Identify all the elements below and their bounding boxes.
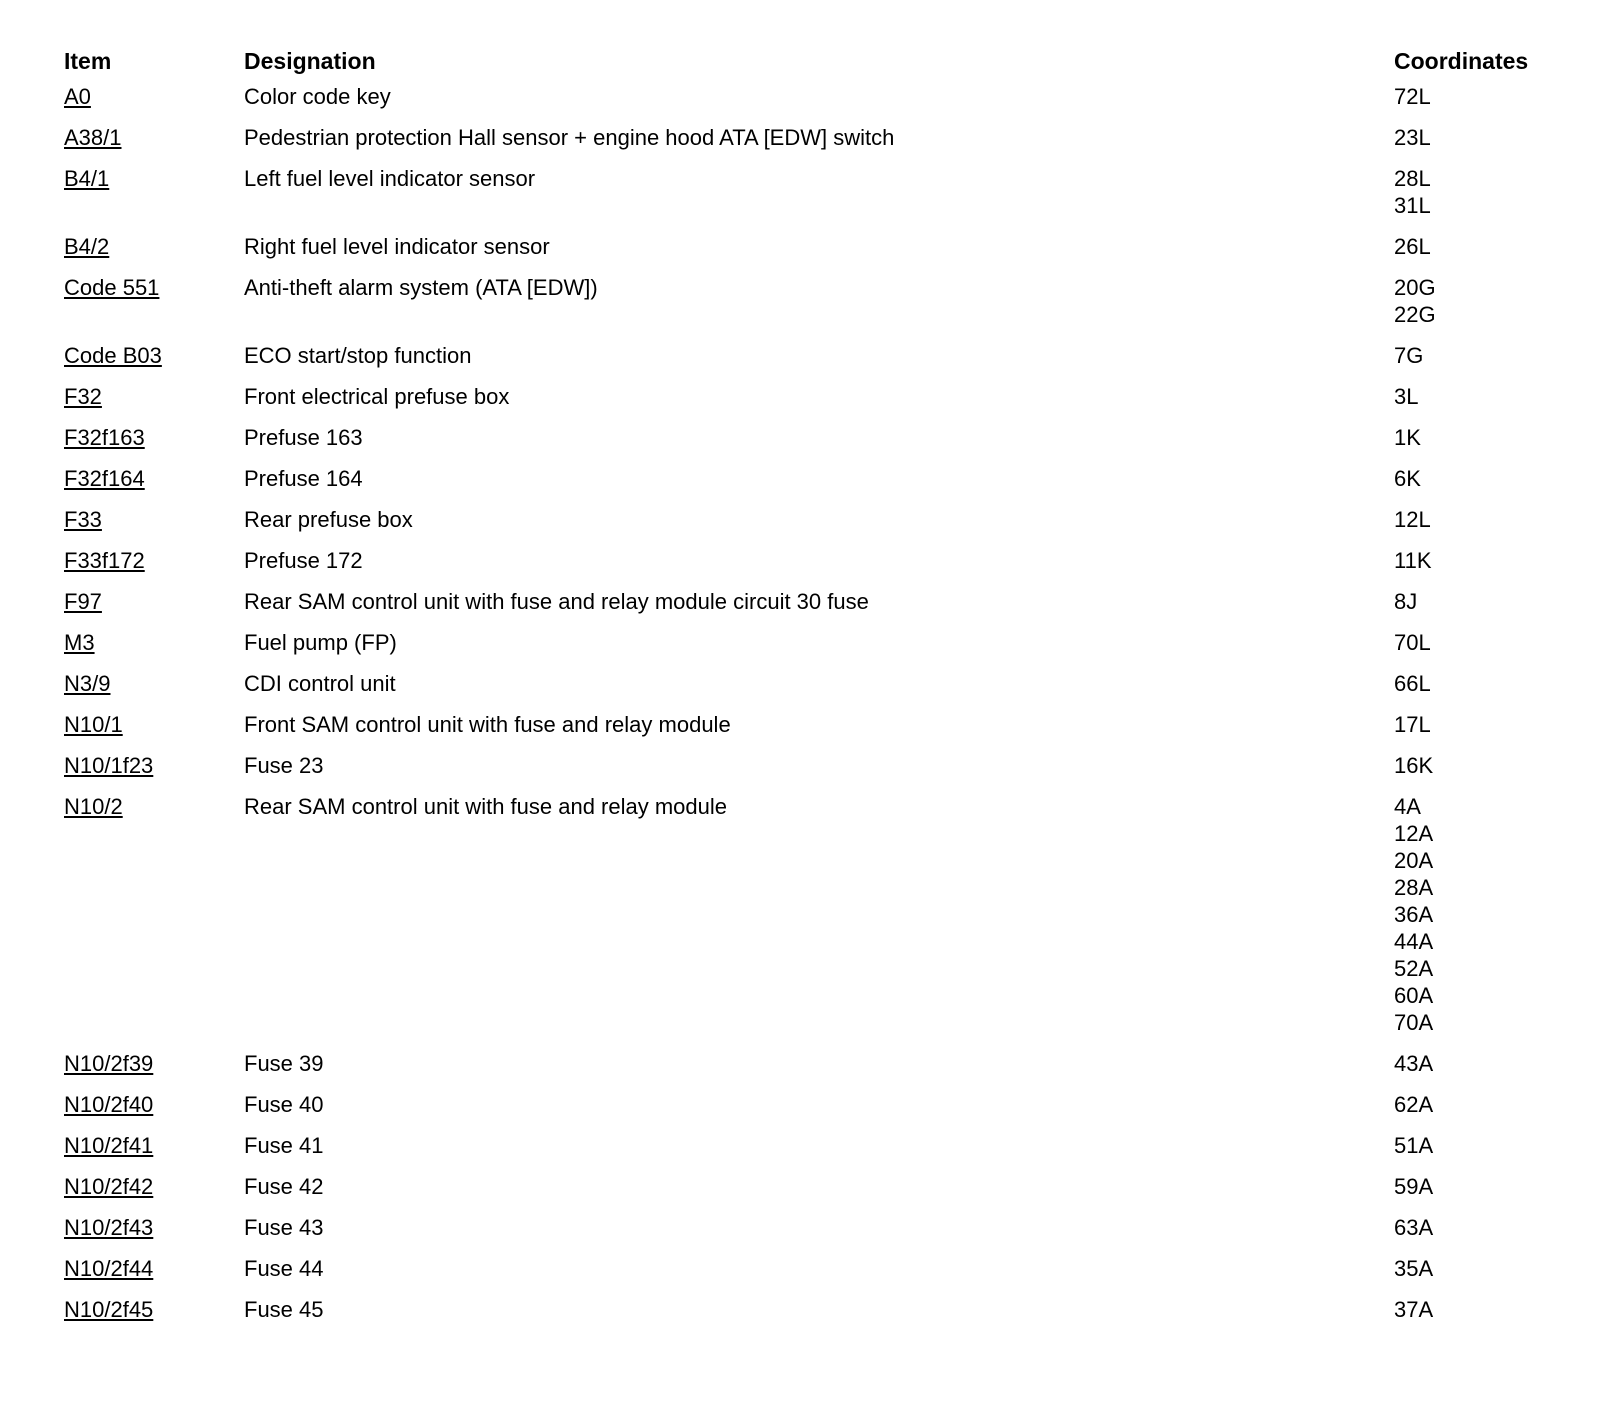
item-link[interactable]: N10/2f39: [64, 1051, 154, 1076]
designation-cell: Fuse 45: [244, 1297, 324, 1322]
coordinates-cell: [1394, 588, 1554, 615]
table-body: [64, 83, 1554, 1337]
item-link[interactable]: F33f172: [64, 548, 145, 573]
item-cell: [64, 274, 244, 301]
item-link[interactable]: N10/1f23: [64, 753, 154, 778]
coordinate-value: 59A: [1394, 1174, 1434, 1199]
coordinate-value: 52A: [1394, 956, 1434, 981]
item-cell: [64, 1132, 244, 1159]
coordinates-cell: [1394, 1255, 1554, 1282]
item-link[interactable]: B4/1: [64, 166, 110, 191]
coordinates-cell: [1394, 233, 1554, 260]
table-row: [64, 1091, 1554, 1132]
item-cell: [64, 233, 244, 260]
coordinates-cell: [1394, 124, 1554, 151]
coordinates-cell: [1394, 274, 1554, 328]
item-cell: [64, 670, 244, 697]
coordinate-value: 60A: [1394, 983, 1434, 1008]
designation-cell: Left fuel level indicator sensor: [244, 166, 536, 191]
coordinate-value: 23L: [1394, 125, 1431, 150]
coordinate-value: 3L: [1394, 384, 1419, 409]
table-row: [64, 383, 1554, 424]
designation-cell: Front SAM control unit with fuse and relay module: [244, 712, 731, 737]
item-cell: [64, 83, 244, 110]
coordinates-cell: [1394, 1296, 1554, 1323]
item-cell: [64, 124, 244, 151]
coordinate-value: 11K: [1394, 548, 1432, 573]
coordinate-value: 72L: [1394, 84, 1431, 109]
designation-cell: Fuse 39: [244, 1051, 324, 1076]
table-row: [64, 424, 1554, 465]
coordinate-value: 28A: [1394, 875, 1434, 900]
table-row: [64, 1255, 1554, 1296]
item-cell: [64, 165, 244, 192]
designation-cell: Front electrical prefuse box: [244, 384, 510, 409]
coordinates-cell: [1394, 165, 1554, 219]
item-cell: [64, 1214, 244, 1241]
table-row: [64, 752, 1554, 793]
coordinate-value: 70A: [1394, 1010, 1434, 1035]
table-header-row: [64, 45, 1554, 83]
item-link[interactable]: F32f164: [64, 466, 145, 491]
designation-cell: Rear prefuse box: [244, 507, 413, 532]
coordinate-value: 8J: [1394, 589, 1418, 614]
designation-cell: Prefuse 164: [244, 466, 363, 491]
coordinates-cell: [1394, 83, 1554, 110]
coordinate-value: 36A: [1394, 902, 1434, 927]
item-link[interactable]: N10/2f41: [64, 1133, 154, 1158]
table-row: [64, 629, 1554, 670]
designation-cell: Fuse 42: [244, 1174, 324, 1199]
table-row: [64, 342, 1554, 383]
designation-cell: Fuse 43: [244, 1215, 324, 1240]
item-link[interactable]: N10/2f40: [64, 1092, 154, 1117]
table-row: [64, 233, 1554, 274]
designation-cell: Fuse 23: [244, 753, 324, 778]
designation-cell: Anti-theft alarm system (ATA [EDW]): [244, 275, 598, 300]
coordinates-cell: [1394, 383, 1554, 410]
coordinate-value: 51A: [1394, 1133, 1434, 1158]
item-link[interactable]: F32: [64, 384, 102, 409]
coordinate-value: 31L: [1394, 193, 1431, 218]
item-cell: [64, 1255, 244, 1282]
header-item: Item: [64, 48, 112, 74]
item-link[interactable]: Code B03: [64, 343, 162, 368]
item-link[interactable]: F97: [64, 589, 102, 614]
designation-cell: CDI control unit: [244, 671, 396, 696]
table-row: [64, 83, 1554, 124]
coordinates-cell: [1394, 1091, 1554, 1118]
table-row: [64, 1132, 1554, 1173]
coordinates-cell: [1394, 629, 1554, 656]
coordinate-value: 17L: [1394, 712, 1431, 737]
item-cell: [64, 1173, 244, 1200]
designation-cell: Fuel pump (FP): [244, 630, 397, 655]
coordinate-value: 16K: [1394, 753, 1434, 778]
coordinates-cell: [1394, 752, 1554, 779]
table-row: [64, 1214, 1554, 1255]
coordinates-cell: [1394, 1173, 1554, 1200]
designation-cell: Prefuse 172: [244, 548, 363, 573]
item-cell: [64, 342, 244, 369]
item-cell: [64, 752, 244, 779]
item-cell: [64, 383, 244, 410]
coordinate-value: 70L: [1394, 630, 1431, 655]
coordinate-value: 35A: [1394, 1256, 1434, 1281]
item-cell: [64, 793, 244, 820]
item-link[interactable]: M3: [64, 630, 95, 655]
coordinate-value: 22G: [1394, 302, 1436, 327]
coordinate-value: 63A: [1394, 1215, 1434, 1240]
coordinates-cell: [1394, 506, 1554, 533]
table-row: [64, 124, 1554, 165]
item-link[interactable]: N10/2f43: [64, 1215, 154, 1240]
item-cell: [64, 506, 244, 533]
table-row: [64, 711, 1554, 752]
coordinate-value: 7G: [1394, 343, 1424, 368]
item-link[interactable]: A38/1: [64, 125, 122, 150]
designation-cell: Fuse 44: [244, 1256, 324, 1281]
designation-cell: Fuse 40: [244, 1092, 324, 1117]
coordinate-value: 1K: [1394, 425, 1421, 450]
coordinates-cell: [1394, 424, 1554, 451]
table-row: [64, 274, 1554, 342]
item-link[interactable]: N3/9: [64, 671, 111, 696]
item-link[interactable]: N10/2: [64, 794, 123, 819]
item-cell: [64, 1296, 244, 1323]
item-cell: [64, 711, 244, 738]
item-link[interactable]: N10/2f44: [64, 1256, 154, 1281]
coordinates-cell: [1394, 1050, 1554, 1077]
component-legend-table: [64, 45, 1554, 1337]
designation-cell: Fuse 41: [244, 1133, 324, 1158]
coordinates-cell: [1394, 793, 1554, 1036]
designation-cell: Rear SAM control unit with fuse and relay module: [244, 794, 728, 819]
table-row: [64, 588, 1554, 629]
table-row: [64, 165, 1554, 233]
item-link[interactable]: F32f163: [64, 425, 145, 450]
designation-cell: Prefuse 163: [244, 425, 363, 450]
coordinate-value: 44A: [1394, 929, 1434, 954]
table-row: [64, 547, 1554, 588]
coordinate-value: 20A: [1394, 848, 1434, 873]
designation-cell: Rear SAM control unit with fuse and relay module circuit 30 fuse: [244, 589, 869, 614]
coordinate-value: 28L: [1394, 166, 1431, 191]
coordinate-value: 12L: [1394, 507, 1431, 532]
table-row: [64, 1050, 1554, 1091]
item-link[interactable]: N10/1: [64, 712, 123, 737]
coordinate-value: 66L: [1394, 671, 1431, 696]
coordinates-cell: [1394, 547, 1554, 574]
item-link[interactable]: A0: [64, 84, 91, 109]
item-cell: [64, 547, 244, 574]
coordinates-cell: [1394, 711, 1554, 738]
coordinate-value: 43A: [1394, 1051, 1434, 1076]
item-link[interactable]: N10/2f42: [64, 1174, 154, 1199]
table-row: [64, 1173, 1554, 1214]
coordinate-value: 62A: [1394, 1092, 1434, 1117]
coordinate-value: 12A: [1394, 821, 1434, 846]
coordinate-value: 37A: [1394, 1297, 1434, 1322]
item-link[interactable]: N10/2f45: [64, 1297, 154, 1322]
item-cell: [64, 629, 244, 656]
item-cell: [64, 465, 244, 492]
coordinates-cell: [1394, 342, 1554, 369]
designation-cell: Pedestrian protection Hall sensor + engine hood ATA [EDW] switch: [244, 125, 895, 150]
item-link[interactable]: B4/2: [64, 234, 110, 259]
item-cell: [64, 1050, 244, 1077]
coordinates-cell: [1394, 465, 1554, 492]
coordinates-cell: [1394, 1132, 1554, 1159]
designation-cell: Right fuel level indicator sensor: [244, 234, 550, 259]
table-row: [64, 793, 1554, 1050]
item-cell: [64, 1091, 244, 1118]
designation-cell: ECO start/stop function: [244, 343, 472, 368]
table-row: [64, 465, 1554, 506]
coordinate-value: 6K: [1394, 466, 1421, 491]
coordinates-cell: [1394, 1214, 1554, 1241]
item-link[interactable]: F33: [64, 507, 102, 532]
designation-cell: Color code key: [244, 84, 391, 109]
coordinates-cell: [1394, 670, 1554, 697]
table-row: [64, 506, 1554, 547]
table-row: [64, 670, 1554, 711]
item-cell: [64, 588, 244, 615]
item-cell: [64, 424, 244, 451]
header-coordinates: Coordinates: [1394, 48, 1529, 74]
item-link[interactable]: Code 551: [64, 275, 160, 300]
coordinate-value: 4A: [1394, 794, 1421, 819]
coordinate-value: 20G: [1394, 275, 1436, 300]
header-designation: Designation: [244, 48, 376, 74]
coordinate-value: 26L: [1394, 234, 1431, 259]
table-row: [64, 1296, 1554, 1337]
